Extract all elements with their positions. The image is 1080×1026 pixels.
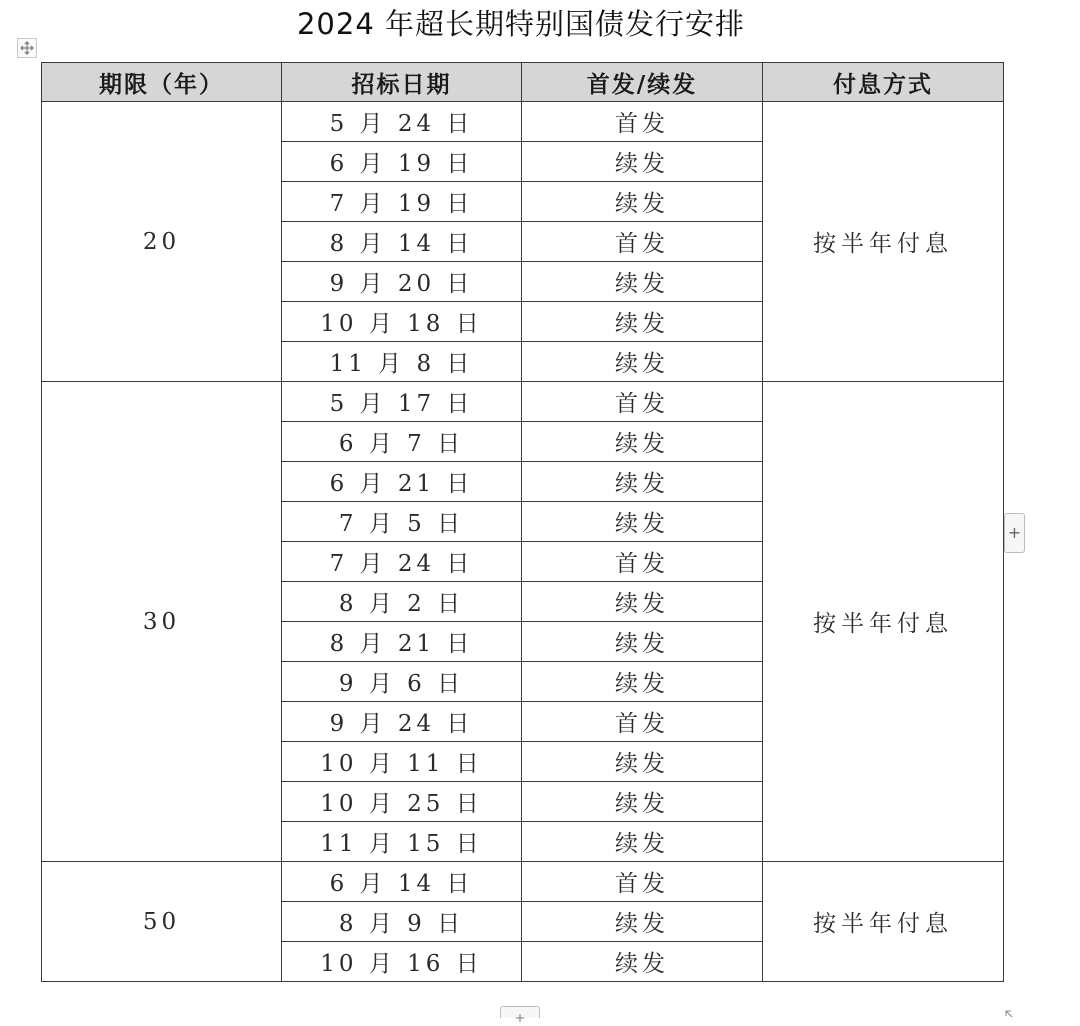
issue-type-cell: 续发 (522, 582, 763, 622)
table-header-row (42, 63, 1004, 102)
table-body (42, 102, 1004, 982)
issue-type-cell: 续发 (522, 902, 763, 942)
issue-type-cell: 续发 (522, 742, 763, 782)
issue-type-cell: 续发 (522, 182, 763, 222)
auction-date-cell: 11 月 8 日 (282, 342, 522, 382)
issue-type-cell: 续发 (522, 422, 763, 462)
issue-type-cell: 续发 (522, 502, 763, 542)
issue-type-cell: 首发 (522, 702, 763, 742)
plus-icon: + (1007, 523, 1022, 542)
auction-date-cell: 10 月 11 日 (282, 742, 522, 782)
table-move-handle[interactable] (17, 38, 37, 58)
auction-date-cell: 8 月 21 日 (282, 622, 522, 662)
issue-type-cell: 首发 (522, 542, 763, 582)
auction-date-cell: 7 月 19 日 (282, 182, 522, 222)
term-cell: 50 (42, 862, 282, 982)
term-cell: 30 (42, 382, 282, 862)
issue-type-cell: 续发 (522, 622, 763, 662)
header-issue-type: 首发/续发 (522, 63, 763, 102)
payment-method-cell: 按半年付息 (763, 382, 1004, 862)
auction-date-cell: 11 月 15 日 (282, 822, 522, 862)
header-payment-method: 付息方式 (763, 63, 1004, 102)
auction-date-cell: 10 月 18 日 (282, 302, 522, 342)
issue-type-cell: 续发 (522, 342, 763, 382)
table-row (42, 102, 1004, 142)
payment-method-cell: 按半年付息 (763, 862, 1004, 982)
header-auction-date: 招标日期 (282, 63, 522, 102)
auction-date-cell: 5 月 24 日 (282, 102, 522, 142)
payment-method-cell: 按半年付息 (763, 102, 1004, 382)
issue-type-cell: 首发 (522, 102, 763, 142)
issue-type-cell: 续发 (522, 302, 763, 342)
auction-date-cell: 8 月 9 日 (282, 902, 522, 942)
plus-icon (501, 1010, 539, 1022)
auction-date-cell: 6 月 21 日 (282, 462, 522, 502)
issue-type-cell: 续发 (522, 942, 763, 982)
issue-type-cell: 续发 (522, 822, 763, 862)
table-row (42, 382, 1004, 422)
issue-type-cell: 续发 (522, 262, 763, 302)
auction-date-cell: 7 月 24 日 (282, 542, 522, 582)
resize-corner-icon (1004, 1009, 1014, 1019)
auction-date-cell: 9 月 24 日 (282, 702, 522, 742)
auction-date-cell: 10 月 16 日 (282, 942, 522, 982)
issue-type-cell: 续发 (522, 142, 763, 182)
term-cell: 20 (42, 102, 282, 382)
bond-schedule-table (41, 62, 1004, 982)
auction-date-cell: 8 月 2 日 (282, 582, 522, 622)
auction-date-cell: 6 月 19 日 (282, 142, 522, 182)
auction-date-cell: 7 月 5 日 (282, 502, 522, 542)
add-column-handle[interactable] (1004, 513, 1025, 553)
auction-date-cell: 6 月 7 日 (282, 422, 522, 462)
issue-type-cell: 续发 (522, 782, 763, 822)
add-row-handle[interactable] (500, 1006, 540, 1018)
table-row (42, 862, 1004, 902)
auction-date-cell: 9 月 6 日 (282, 662, 522, 702)
auction-date-cell: 8 月 14 日 (282, 222, 522, 262)
auction-date-cell: 5 月 17 日 (282, 382, 522, 422)
move-icon (18, 39, 36, 57)
auction-date-cell: 10 月 25 日 (282, 782, 522, 822)
issue-type-cell: 首发 (522, 862, 763, 902)
auction-date-cell: 9 月 20 日 (282, 262, 522, 302)
auction-date-cell: 6 月 14 日 (282, 862, 522, 902)
header-term: 期限（年） (42, 63, 282, 102)
table-resize-handle[interactable] (1004, 1004, 1014, 1014)
issue-type-cell: 首发 (522, 222, 763, 262)
document-title: 2024 年超长期特别国债发行安排 (296, 7, 746, 41)
issue-type-cell: 续发 (522, 462, 763, 502)
issue-type-cell: 首发 (522, 382, 763, 422)
issue-type-cell: 续发 (522, 662, 763, 702)
